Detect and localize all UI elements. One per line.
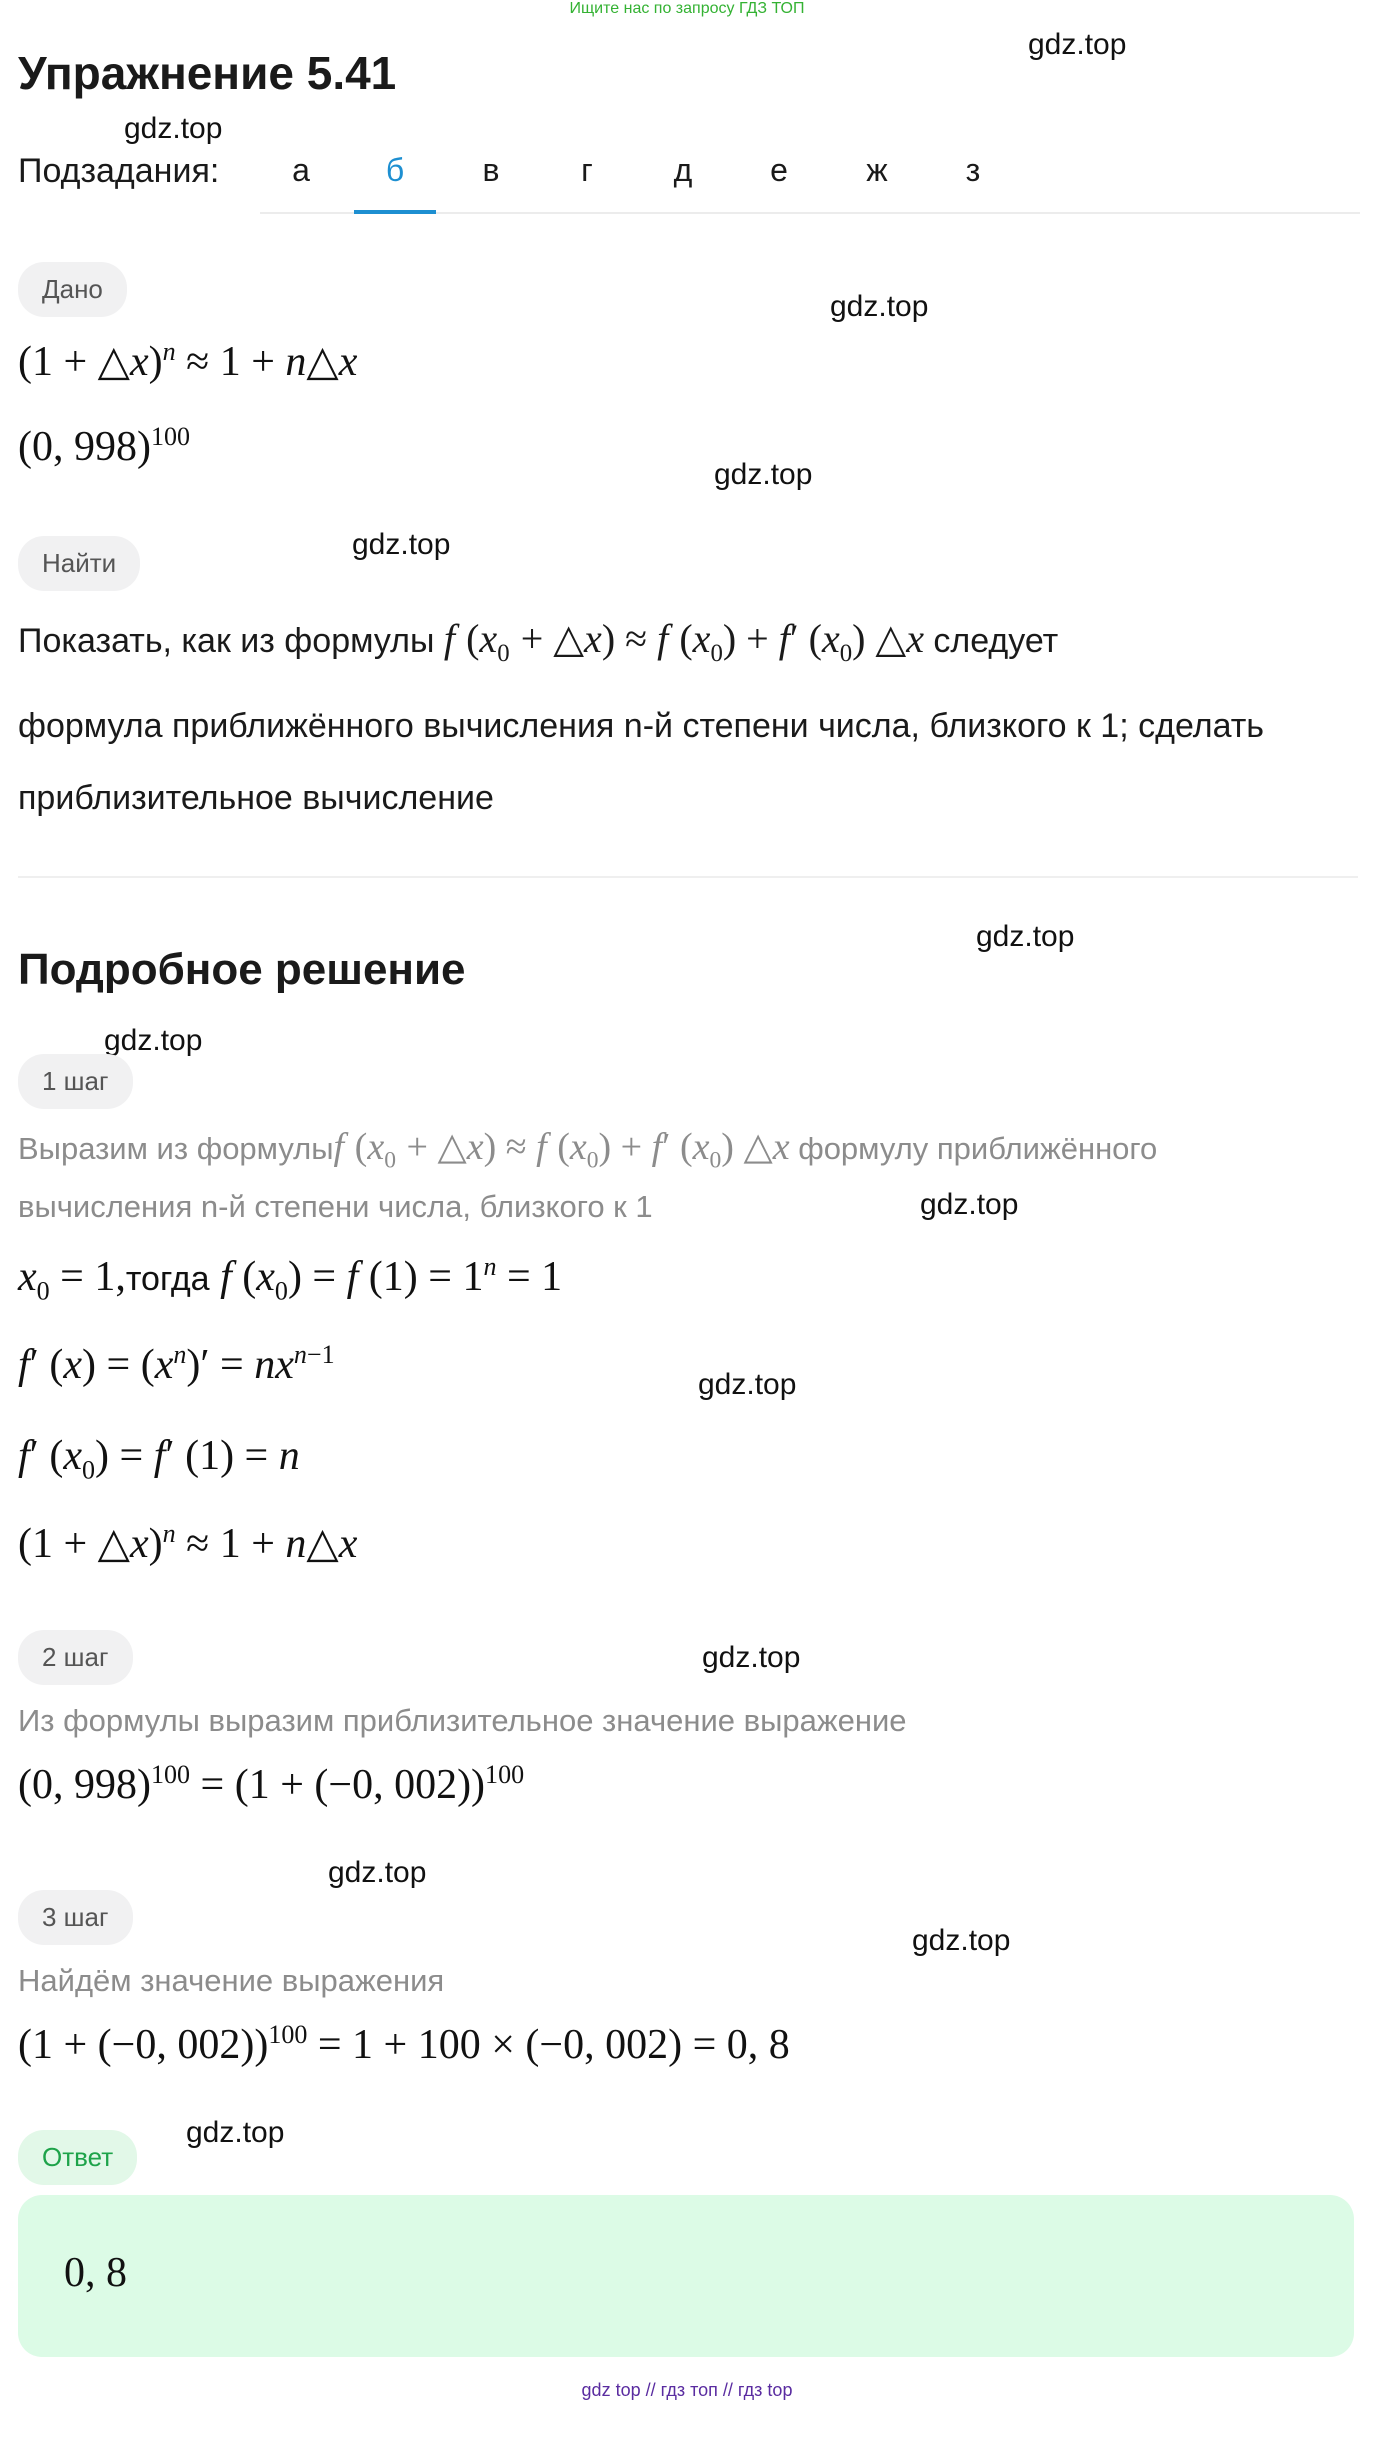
watermark: gdz.top	[976, 920, 1075, 953]
page-title: Упражнение 5.41	[18, 47, 397, 99]
top-banner: Ищите нас по запросу ГДЗ ТОП	[569, 0, 805, 17]
answer-value: 0, 8	[64, 2250, 127, 2296]
answer-box	[18, 2195, 1354, 2357]
find-text: Показать, как из формулы f ($x_0$ + △x) ≈ f $(x_0) + f'$ $(x_0)$ △x следует формула приближённого вычисления n-й степени числа, близкого к 1; сделать приблизительное вычисление	[18, 616, 1265, 817]
watermark: gdz.top	[104, 1024, 203, 1057]
tab-g[interactable]: г	[581, 152, 593, 188]
tab-a[interactable]: а	[292, 152, 310, 188]
tab-e[interactable]: е	[770, 152, 788, 188]
subtasks-label: Подзадания:	[18, 152, 220, 190]
step-3-text: Найдём значение выражения	[18, 1963, 445, 1998]
tab-z[interactable]: з	[965, 152, 981, 188]
watermark: gdz.top	[698, 1368, 797, 1401]
step-2-text: Из формулы выразим приблизительное значение выражение	[18, 1703, 907, 1738]
watermark: gdz.top	[124, 112, 223, 145]
solution-heading: Подробное решение	[18, 945, 466, 994]
subtask-tabs	[260, 140, 1360, 214]
step-1-label: 1 шаг	[18, 1054, 133, 1109]
step-3-label: 3 шаг	[18, 1890, 133, 1945]
step-1-text: Выразим из формулыf ($x_0$ + △x) ≈ f $(x_0) + f'$ $(x_0)$ △x формулу приближённого вычисления n-й степени числа, близкого к 1	[18, 1126, 1158, 1224]
watermark: gdz.top	[920, 1188, 1019, 1221]
tab-b[interactable]: б	[354, 152, 436, 214]
given-formula-2: (0, 998)$^{100}$	[18, 422, 191, 470]
watermark: gdz.top	[702, 1641, 801, 1674]
watermark: gdz.top	[186, 2116, 285, 2149]
find-label: Найти	[18, 536, 140, 591]
step-1-line-1: $x_0$ = 1,тогда f $(x_0) = f$ $(1) = 1^n = 1$	[18, 1252, 563, 1306]
watermark: gdz.top	[352, 528, 451, 561]
watermark: gdz.top	[328, 1856, 427, 1889]
given-formula-1: (1 + △x)$^n$ ≈ 1 + n△x	[18, 337, 358, 385]
section-divider	[18, 876, 1358, 878]
step-1-line-2: f′ $(x) = (x^n)' = nx^{n-1}$	[18, 1340, 335, 1388]
watermark: gdz.top	[912, 1924, 1011, 1957]
step-1-line-3: f′ $(x_0) = f'$ (1) = n	[18, 1433, 300, 1485]
watermark: gdz.top	[830, 290, 929, 323]
given-label: Дано	[18, 262, 127, 317]
tab-zh[interactable]: ж	[866, 152, 888, 188]
tab-d[interactable]: д	[673, 152, 693, 188]
step-2-formula: (0, 998)$^{100}$ = (1 + (−0, 002))$^{100}$	[18, 1760, 525, 1808]
watermark: gdz.top	[714, 458, 813, 491]
step-1-line-4: (1 + △x)$^n$ ≈ 1 + n△x	[18, 1519, 358, 1567]
step-3-formula: (1 + (−0, 002))$^{100}$ = 1 + 100 × (−0, 002) = 0, 8	[18, 2020, 790, 2068]
tab-v[interactable]: в	[482, 152, 500, 188]
footer-links[interactable]: gdz top // гдз топ // гдз top	[581, 2380, 793, 2400]
step-2-label: 2 шаг	[18, 1630, 133, 1685]
watermark: gdz.top	[1028, 28, 1127, 61]
answer-label: Ответ	[18, 2130, 137, 2185]
